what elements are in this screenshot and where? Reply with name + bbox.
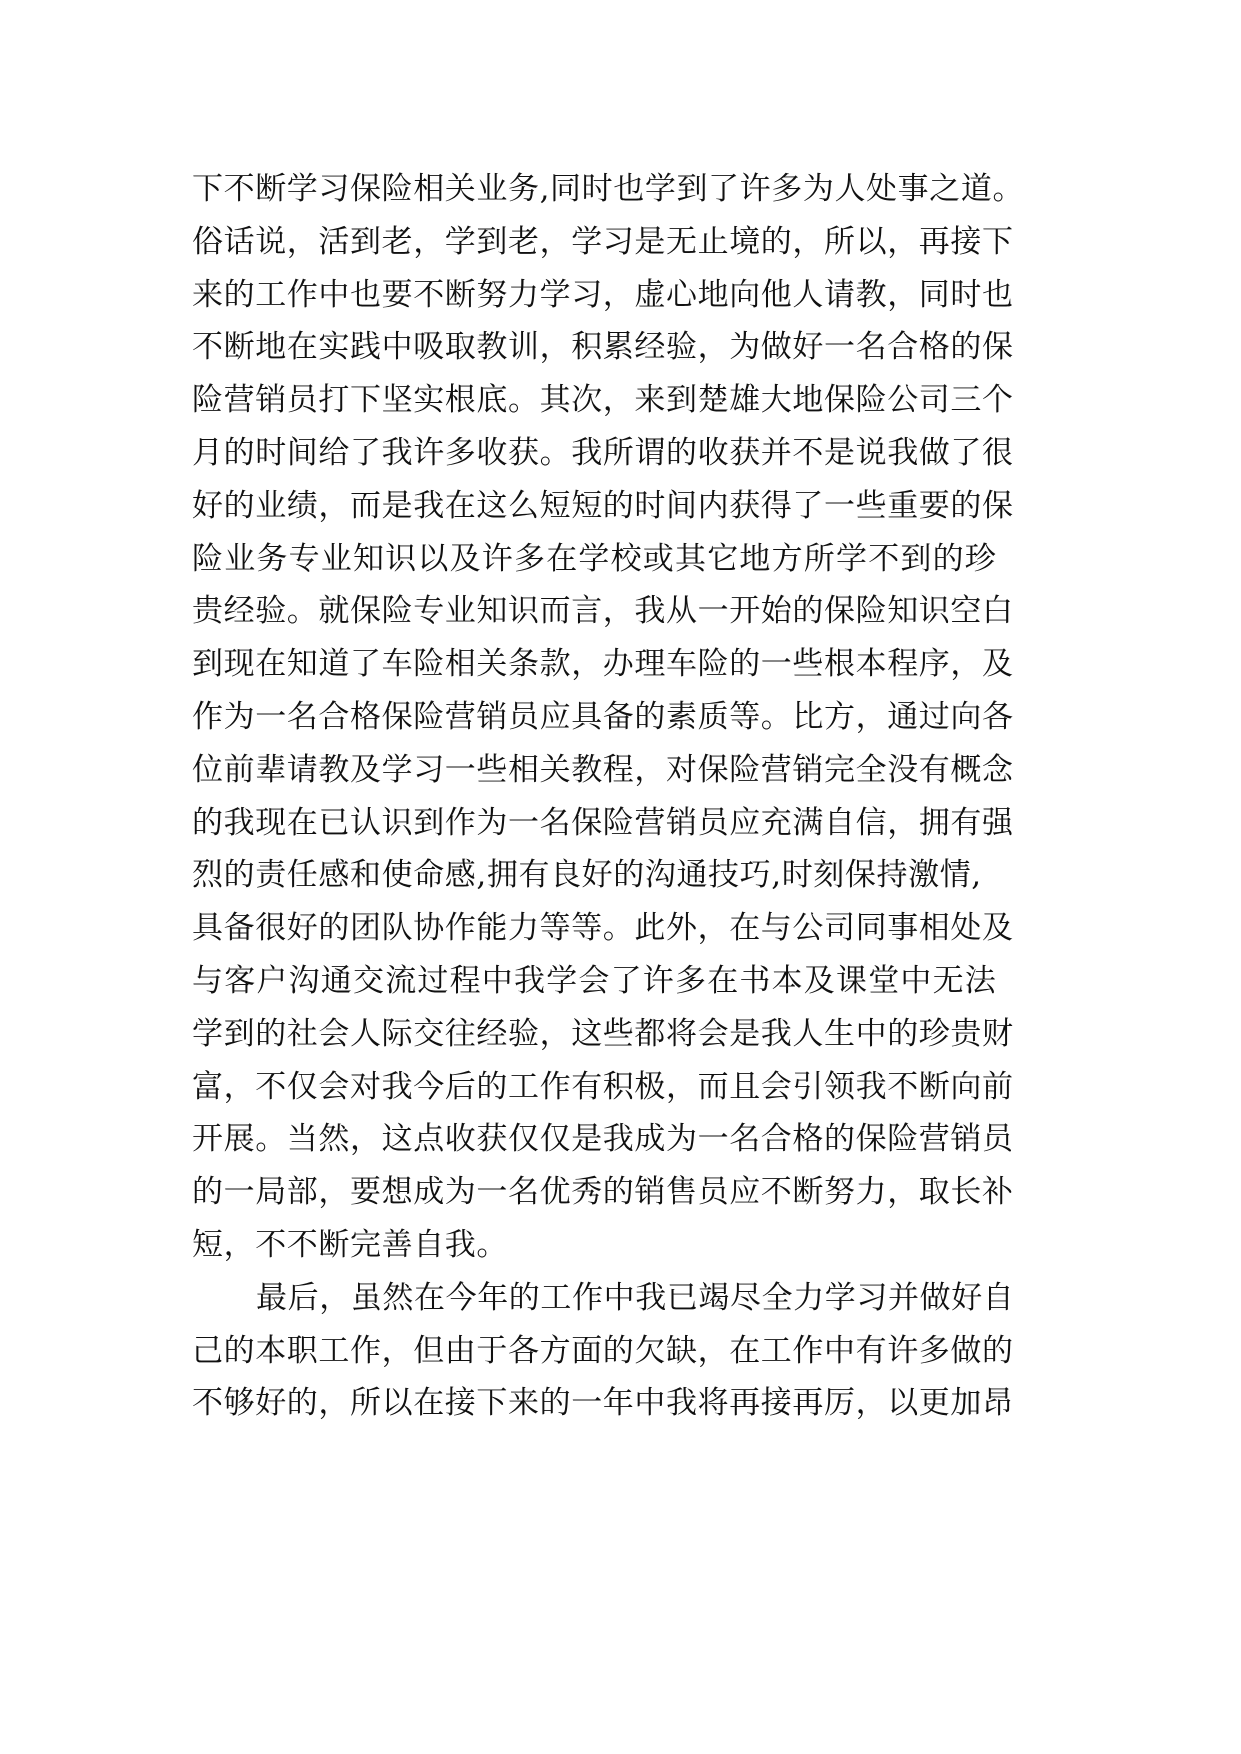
text-line: 来的工作中也要不断努力学习，虚心地向他人请教，同时也 (192, 276, 1014, 313)
text-line: 富，不仅会对我今后的工作有积极，而且会引领我不断向前 (192, 1068, 1014, 1105)
text-line: 俗话说，活到老，学到老，学习是无止境的，所以，再接下 (192, 223, 1014, 260)
text-line: 不够好的，所以在接下来的一年中我将再接再厉，以更加昂 (192, 1385, 1014, 1422)
text-line: 好的业绩，而是我在这么短短的时间内获得了一些重要的保 (192, 487, 1014, 524)
text-line: 月的时间给了我许多收获。我所谓的收获并不是说我做了很 (192, 434, 1014, 471)
text-line: 最后，虽然在今年的工作中我已竭尽全力学习并做好自 (256, 1279, 1015, 1316)
paragraph-1 (192, 163, 1092, 1272)
document-body (192, 163, 1092, 1430)
text-line: 的一局部，要想成为一名优秀的销售员应不断努力，取长补 (192, 1174, 1014, 1211)
text-line: 到现在知道了车险相关条款，办理车险的一些根本程序，及 (192, 646, 1014, 683)
text-line: 险营销员打下坚实根底。其次，来到楚雄大地保险公司三个 (192, 382, 1014, 419)
text-line: 作为一名合格保险营销员应具备的素质等。比方，通过向各 (192, 698, 1014, 735)
text-line: 贵经验。就保险专业知识而言，我从一开始的保险知识空白 (192, 593, 1014, 630)
text-line: 下不断学习保险相关业务,同时也学到了许多为人处事之道。 (192, 171, 1025, 207)
paragraph-2 (192, 1272, 1092, 1430)
text-line: 险业务专业知识以及许多在学校或其它地方所学不到的珍 (192, 540, 997, 577)
text-line: 具备很好的团队协作能力等等。此外，在与公司同事相处及 (192, 910, 1014, 947)
text-line: 开展。当然，这点收获仅仅是我成为一名合格的保险营销员 (192, 1121, 1014, 1158)
text-line: 不断地在实践中吸取教训，积累经验，为做好一名合格的保 (192, 329, 1014, 366)
text-line: 烈的责任感和使命感,拥有良好的沟通技巧,时刻保持激情, (192, 857, 982, 894)
text-line: 位前辈请教及学习一些相关教程，对保险营销完全没有概念 (192, 751, 1014, 788)
text-line: 短，不不断完善自我。 (192, 1226, 508, 1263)
text-line: 学到的社会人际交往经验，这些都将会是我人生中的珍贵财 (192, 1015, 1014, 1052)
text-line: 的我现在已认识到作为一名保险营销员应充满自信，拥有强 (192, 804, 1014, 841)
text-line: 己的本职工作，但由于各方面的欠缺，在工作中有许多做的 (192, 1332, 1014, 1369)
text-line: 与客户沟通交流过程中我学会了许多在书本及课堂中无法 (192, 962, 997, 999)
